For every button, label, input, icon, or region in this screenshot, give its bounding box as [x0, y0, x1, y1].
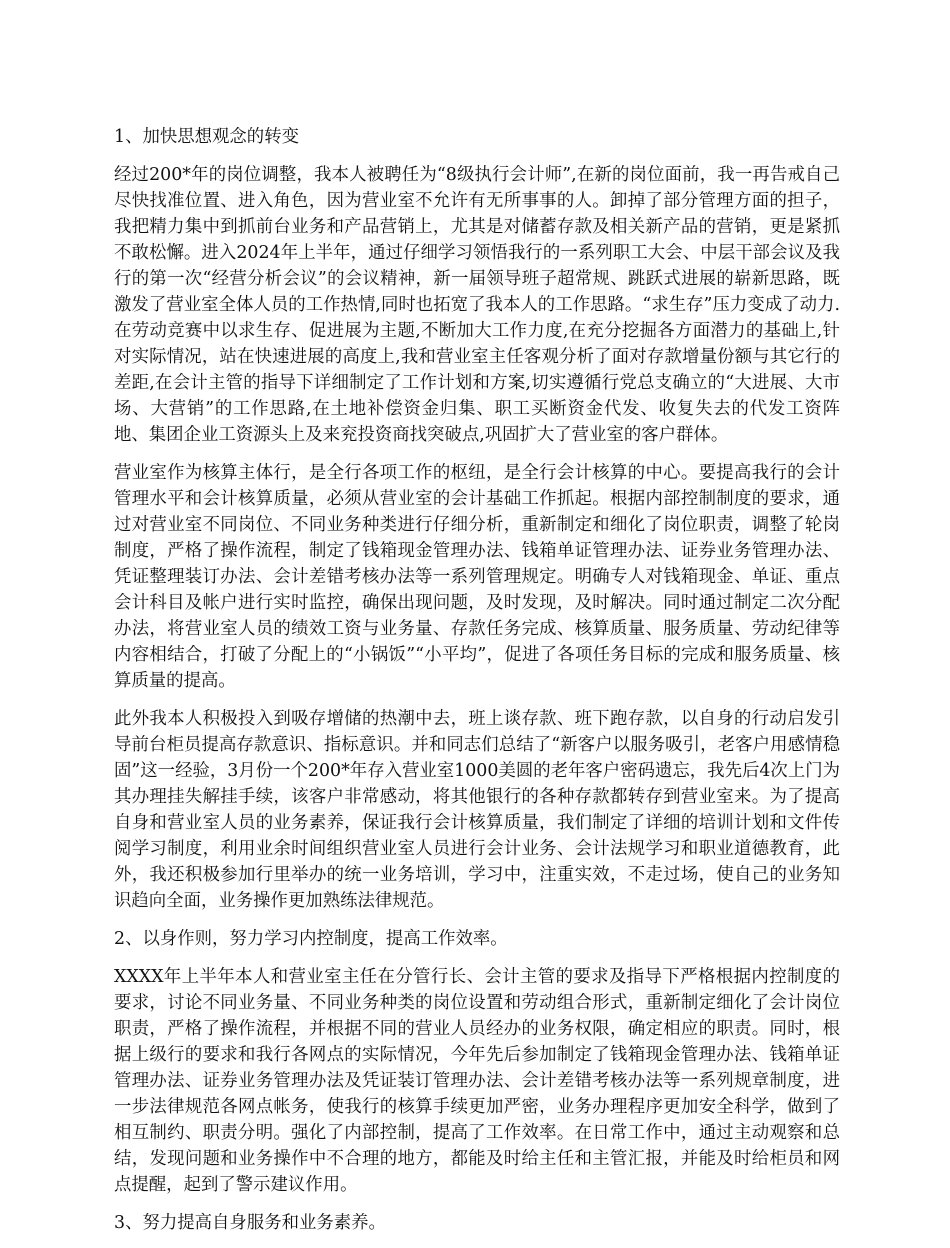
section-heading-3: 3、努力提高自身服务和业务素养。	[114, 1213, 386, 1233]
section-heading-1: 1、加快思想观念的转变	[114, 127, 299, 147]
section-heading-2: 2、以身作则，努力学习内控制度，提高工作效率。	[114, 929, 508, 949]
paragraph-4: XXXX年上半年本人和营业室主任在分管行长、会计主管的要求及指导下严格根据内控制度的要求，讨论不同业务量、不同业务种类的岗位设置和劳动组合形式，重新制定细化了会计岗位职责，严格了操作流程，并根据不同的营业人员经办的业务权限，确定相应的职责。同时，根据上级行的要求和我行各网点的实际情况，今年先后参加制定了钱箱现金管理办法、钱箱单证管理办法、证券业务管理办法及凭证装订管理办法、会计差错考核办法等一系列规章制度，进一步法律规范各网点帐务，使我行的核算手续更加严密，业务办理程序更加安全科学，做到了相互制约、职责分明。强化了内部控制，提高了工作效率。在日常工作中，通过主动观察和总结，发现问题和业务操作中不合理的地方，都能及时给主任和主管汇报，并能及时给柜员和网点提醒，起到了警示建议作用。	[114, 967, 840, 1195]
paragraph-3: 此外我本人积极投入到吸存增储的热潮中去，班上谈存款、班下跑存款，以自身的行动启发引导前台柜员提高存款意识、指标意识。并和同志们总结了“新客户以服务吸引，老客户用感情稳固”这一经验，3月份一个200*年存入营业室1000美圆的老年客户密码遗忘，我先后4次上门为其办理挂失解挂手续，该客户非常感动，将其他银行的各种存款都转存到营业室来。为了提高自身和营业室人员的业务素养，保证我行会计核算质量，我们制定了详细的培训计划和文件传阅学习制度，利用业余时间组织营业室人员进行会计业务、会计法规学习和职业道德教育，此外，我还积极参加行里举办的统一业务培训，学习中，注重实效，不走过场，使自己的业务知识趋向全面，业务操作更加熟练法律规范。	[114, 709, 840, 911]
paragraph-1: 经过200*年的岗位调整，我本人被聘任为“8级执行会计师”,在新的岗位面前，我一再告戒自己尽快找准位置、进入角色，因为营业室不允许有无所事事的人。卸掉了部分管理方面的担子，我把精力集中到抓前台业务和产品营销上，尤其是对储蓄存款及相关新产品的营销，更是紧抓不敢松懈。进入2024年上半年，通过仔细学习领悟我行的一系列职工大会、中层干部会议及我行的第一次“经营分析会议”的会议精神，新一届领导班子超常规、跳跃式进展的崭新思路，既激发了营业室全体人员的工作热情,同时也拓宽了我本人的工作思路。“求生存”压力变成了动力.在劳动竞赛中以求生存、促进展为主题,不断加大工作力度,在充分挖掘各方面潜力的基础上,针对实际情况，站在快速进展的高度上,我和营业室主任客观分析了面对存款增量份额与其它行的差距,在会计主管的指导下详细制定了工作计划和方案,切实遵循行党总支确立的“大进展、大市场、大营销”的工作思路,在土地补偿资金归集、职工买断资金代发、收复失去的代发工资阵地、集团企业工资源头上及来兖投资商找突破点,巩固扩大了营业室的客户群体。	[114, 165, 840, 445]
paragraph-2: 营业室作为核算主体行，是全行各项工作的枢纽，是全行会计核算的中心。要提高我行的会计管理水平和会计核算质量，必须从营业室的会计基础工作抓起。根据内部控制制度的要求，通过对营业室不同岗位、不同业务种类进行仔细分析，重新制定和细化了岗位职责，调整了轮岗制度，严格了操作流程，制定了钱箱现金管理办法、钱箱单证管理办法、证券业务管理办法、凭证整理装订办法、会计差错考核办法等一系列管理规定。明确专人对钱箱现金、单证、重点会计科目及帐户进行实时监控，确保出现问题，及时发现，及时解决。同时通过制定二次分配办法，将营业室人员的绩效工资与业务量、存款任务完成、核算质量、服务质量、劳动纪律等内容相结合，打破了分配上的“小锅饭”“小平均”，促进了各项任务目标的完成和服务质量、核算质量的提高。	[114, 463, 840, 691]
document-body	[114, 124, 840, 1248]
